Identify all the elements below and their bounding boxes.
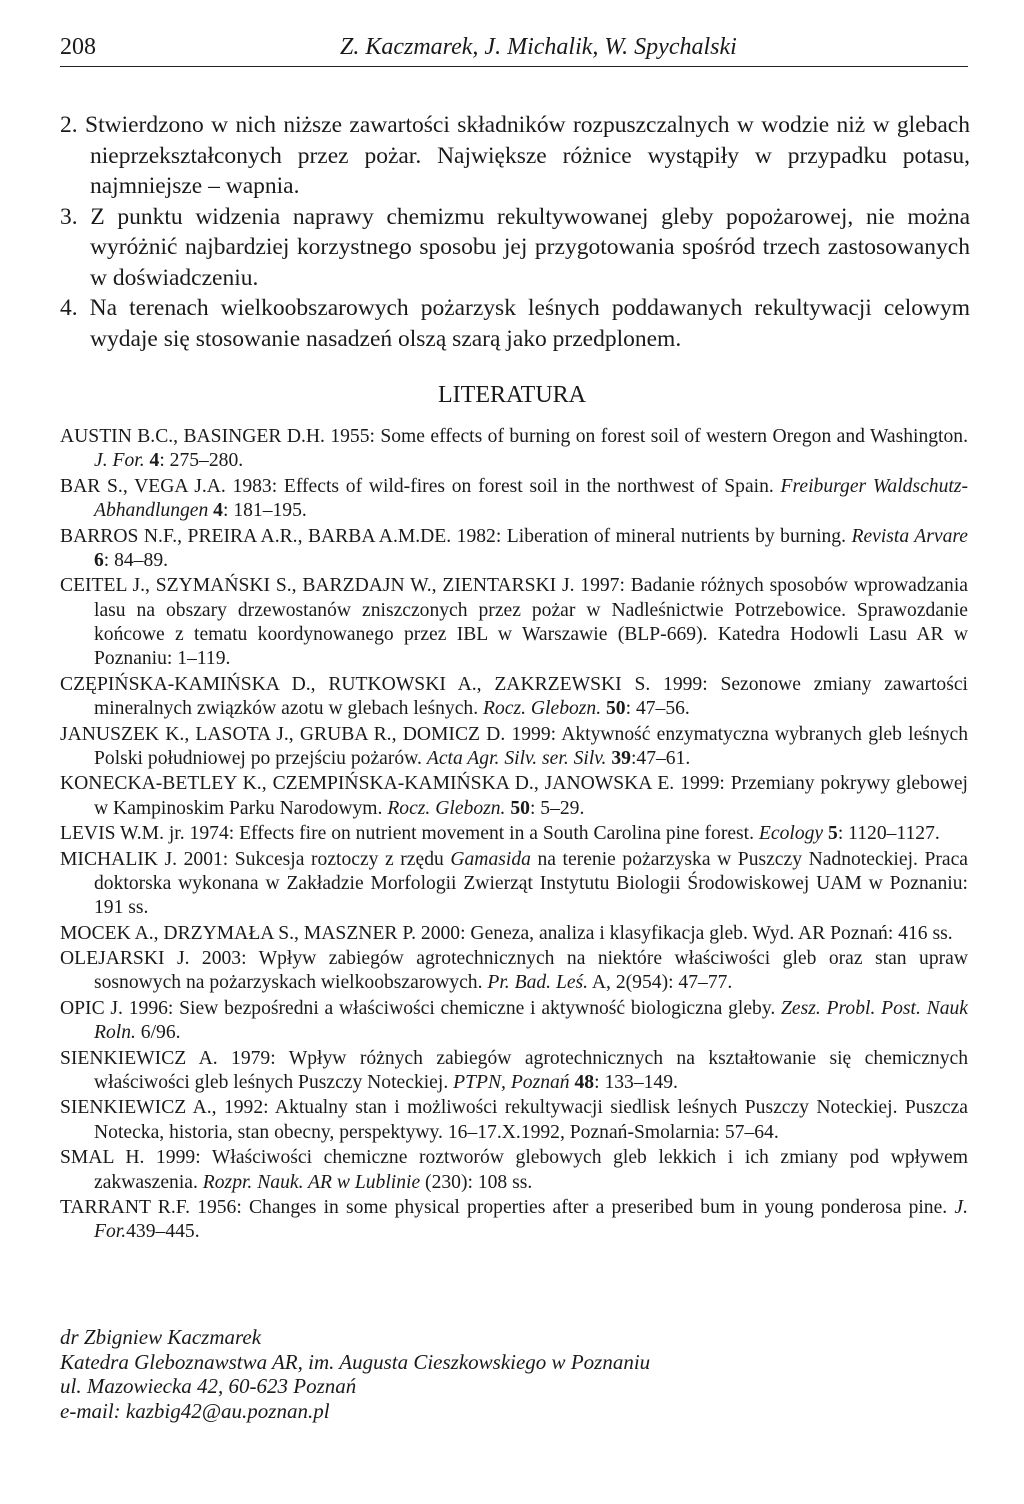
reference-pages: :47–61.	[630, 747, 691, 769]
literature-heading: LITERATURA	[438, 382, 586, 408]
conclusion-item: 4. Na terenach wielkoobszarowych pożarzysk leśnych poddawanych rekultywacji celowym wydaje się stosowanie nasadzeń olszą szarą jako przedplonem.	[60, 295, 970, 352]
reference-pages: : 181–195.	[222, 500, 307, 522]
reference-journal: Revista Arvare	[851, 525, 968, 547]
reference-item	[60, 822, 968, 846]
reference-text: MOCEK A., DRZYMAŁA S., MASZNER P. 2000: Geneza, analiza i klasyfikacja gleb. Wyd. AR Poznań: 416 ss.	[60, 922, 953, 944]
reference-pages: : 133–149.	[594, 1071, 678, 1093]
header-rule	[60, 66, 968, 67]
conclusions-list	[60, 110, 970, 354]
reference-text: KONECKA-BETLEY K., CZEMPIŃSKA-KAMIŃSKA D., JANOWSKA E. 1999: Przemiany pokrywy glebowej w Kampinoskim Parku Narodowym.	[60, 773, 968, 819]
reference-text: SIENKIEWICZ A., 1992: Aktualny stan i możliwości rekultywacji siedlisk leśnych Puszczy Noteckiej. Puszcza Notecka, historia, stan obecny, perspektywy. 16–17.X.1992, Poznań-Smolarnia: 57–64.	[60, 1097, 968, 1143]
reference-volume: 4	[208, 500, 223, 522]
reference-journal: Freiburger Waldschutz-Abhandlungen	[94, 475, 968, 522]
reference-journal: Rozpr. Nauk. AR w Lublinie	[202, 1171, 421, 1193]
reference-text: OLEJARSKI J. 2003: Wpływ zabiegów agrotechnicznych na niektóre właściwości gleb oraz stan upraw sosnowych na pożarzyskach wielkoobszarowych.	[60, 948, 968, 994]
reference-journal: J. For.	[94, 1197, 968, 1243]
conclusion-item: 2. Stwierdzono w nich niższe zawartości składników rozpuszczalnych w wodzie niż w glebach nieprzekształconych przez pożar. Największe różnice wystąpiły w przypadku potasu, najmniejsze – wapnia.	[60, 112, 970, 199]
reference-pages: 6/96.	[135, 1022, 181, 1044]
reference-journal: PTPN, Poznań	[453, 1071, 570, 1093]
reference-pages: A, 2(954): 47–77.	[588, 972, 733, 994]
reference-pages: : 47–56.	[625, 698, 690, 720]
reference-item	[60, 1196, 968, 1245]
references-list	[60, 425, 968, 1246]
reference-volume: 6	[94, 549, 104, 571]
reference-text: SIENKIEWICZ A. 1979: Wpływ różnych zabiegów agrotechnicznych na kształtowanie się chemicznych właściwości gleb leśnych Puszczy Noteckiej.	[60, 1047, 968, 1093]
reference-item	[60, 574, 968, 671]
reference-volume: 50	[601, 698, 626, 720]
reference-text: AUSTIN B.C., BASINGER D.H. 1955: Some effects of burning on forest soil of western Oregon and Washington.	[60, 426, 968, 447]
reference-text: CZĘPIŃSKA-KAMIŃSKA D., RUTKOWSKI A., ZAKRZEWSKI S. 1999: Sezonowe zmiany zawartości mineralnych związków azotu w glebach leśnych.	[60, 673, 968, 720]
reference-volume: 39	[606, 747, 631, 769]
author-street: ul. Mazowiecka 42, 60-623 Poznań	[60, 1374, 357, 1398]
reference-item	[60, 525, 968, 574]
reference-item	[60, 673, 968, 722]
reference-text: TARRANT R.F. 1956: Changes in some physical properties after a preseribed bum in young ponderosa pine.	[60, 1197, 955, 1219]
reference-pages: : 5–29.	[529, 797, 585, 819]
reference-journal: Gamasida	[450, 848, 531, 870]
conclusion-item: 3. Z punktu widzenia naprawy chemizmu rekultywowanej gleby popożarowej, nie można wyróżnić najbardziej korzystnego sposobu jej przygotowania spośród trzech zastosowanych w doświadczeniu.	[60, 203, 970, 291]
reference-journal: Ecology	[758, 823, 824, 845]
reference-item	[60, 848, 968, 921]
reference-item	[60, 723, 968, 772]
reference-text: MICHALIK J. 2001: Sukcesja roztoczy z rzędu	[60, 848, 451, 870]
reference-item	[60, 922, 968, 946]
page-header	[60, 30, 968, 66]
reference-text: BARROS N.F., PREIRA A.R., BARBA A.M.DE. 1982: Liberation of mineral nutrients by burning.	[60, 525, 852, 547]
reference-pages: (230): 108 ss.	[420, 1171, 533, 1193]
reference-text: OPIC J. 1996: Siew bezpośredni a właściwości chemiczne i aktywność biologiczna gleby.	[60, 997, 782, 1019]
reference-text: JANUSZEK K., LASOTA J., GRUBA R., DOMICZ D. 1999: Aktywność enzymatyczna wybranych gleb leśnych Polski południowej po przejściu pożarów.	[60, 723, 968, 769]
author-name: dr Zbigniew Kaczmarek	[60, 1325, 262, 1349]
reference-item	[60, 475, 968, 524]
author-email: e-mail: kazbig42@au.poznan.pl	[60, 1398, 330, 1423]
reference-pages: : 84–89.	[103, 549, 169, 571]
reference-item	[60, 997, 968, 1046]
reference-item	[60, 772, 968, 821]
reference-volume: 4	[144, 450, 160, 472]
reference-volume: 48	[569, 1071, 595, 1093]
reference-text: SMAL H. 1999: Właściwości chemiczne roztworów glebowych gleb lekkich i ich zmiany pod wpływem zakwaszenia.	[60, 1147, 968, 1193]
author-department: Katedra Gleboznawstwa AR, im. Augusta Cieszkowskiego w Poznaniu	[60, 1349, 651, 1374]
reference-item	[60, 1146, 968, 1195]
reference-pages: : 1120–1127.	[837, 823, 940, 845]
reference-item	[60, 1047, 968, 1096]
reference-pages: 439–445.	[126, 1221, 200, 1243]
reference-journal: J. For.	[94, 450, 145, 472]
author-address	[60, 1325, 960, 1423]
reference-text: CEITEL J., SZYMAŃSKI S., BARZDAJN W., ZIENTARSKI J. 1997: Badanie różnych sposobów wprowadzania lasu na obszary drzewostanów zniszczonych przez pożar w Nadleśnictwie Potrzebowice. Sprawozdanie końcowe z tematu koordynowanego przez IBL w Warszawie (BLP-669). Katedra Hodowli Lasu AR w Poznaniu: 1–119.	[60, 575, 968, 670]
reference-volume: 50	[505, 797, 530, 819]
reference-item	[60, 425, 968, 474]
reference-journal: Rocz. Glebozn.	[483, 698, 602, 720]
page-number: 208	[60, 34, 96, 60]
reference-item	[60, 1096, 968, 1145]
reference-journal: Zesz. Probl. Post. Nauk Roln.	[94, 997, 968, 1044]
reference-text: BAR S., VEGA J.A. 1983: Effects of wild-fires on forest soil in the northwest of Spain.	[60, 475, 781, 497]
reference-journal: Rocz. Glebozn.	[387, 797, 506, 819]
reference-item	[60, 947, 968, 996]
reference-volume: 5	[823, 823, 838, 845]
reference-journal: Pr. Bad. Leś.	[487, 972, 589, 994]
running-title: Z. Kaczmarek, J. Michalik, W. Spychalski	[340, 34, 737, 60]
reference-journal: Acta Agr. Silv. ser. Silv.	[426, 747, 607, 769]
reference-pages: na terenie pożarzyska w Puszczy Nadnoteckiej. Praca doktorska wykonana w Zakładzie Morfologii Zwierząt Instytutu Biologii Środowiskowej UAM w Poznaniu: 191 ss.	[94, 848, 968, 919]
reference-pages: : 275–280.	[159, 450, 244, 472]
reference-text: LEVIS W.M. jr. 1974: Effects fire on nutrient movement in a South Carolina pine forest.	[60, 823, 759, 845]
